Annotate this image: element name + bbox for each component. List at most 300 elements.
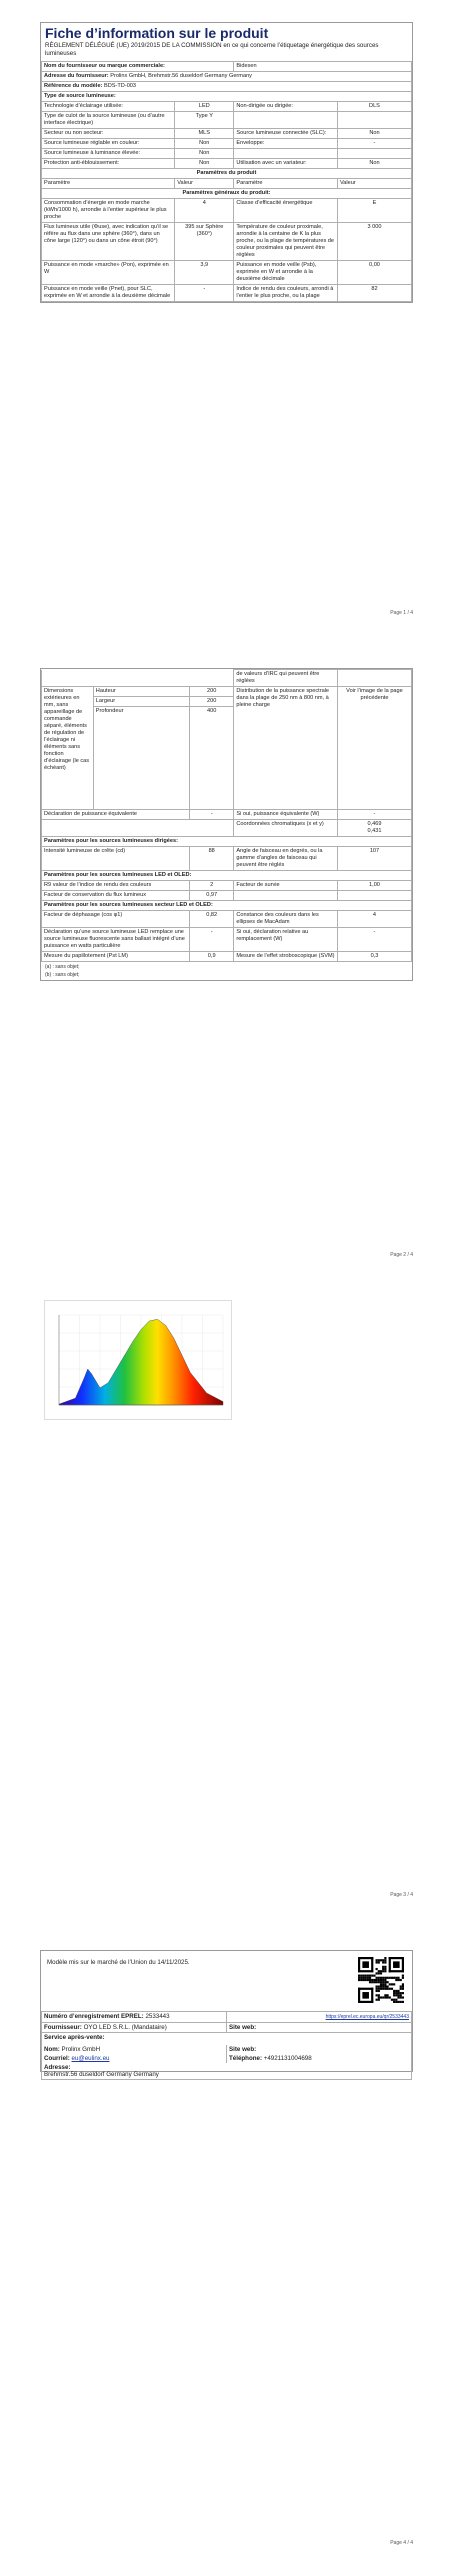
qr-module: [373, 1979, 375, 1981]
qr-module: [389, 1970, 404, 1972]
qr-module: [391, 1988, 393, 1990]
qr-module: [365, 1979, 367, 1981]
source-type-param: Source lumineuse à luminance élevée:: [42, 149, 175, 159]
supplier-value: Bidesen: [234, 62, 412, 72]
qr-module: [362, 1961, 369, 1968]
source-type-value: Non: [337, 129, 411, 139]
qr-module: [380, 1996, 382, 1998]
address-label: Adresse du fournisseur:: [44, 73, 109, 79]
qr-module: [376, 1972, 378, 1974]
qr-code-icon[interactable]: [358, 1957, 404, 2003]
qr-module: [400, 1992, 402, 1994]
general-param: Indice de rendu des couleurs, arrondi à l’entier le plus proche, ou la plage: [234, 285, 338, 302]
qr-module: [384, 1959, 386, 1961]
page-2-frame: [40, 668, 413, 981]
qr-module: [384, 1977, 386, 1979]
source-type-param: Protection anti-éblouissement:: [42, 159, 175, 169]
qr-module: [402, 1988, 404, 1990]
qr-module: [389, 1996, 391, 1998]
qr-module: [402, 1977, 404, 1979]
mains-header: Paramètres pour les sources lumineuses secteur LED et OLED:: [42, 901, 412, 911]
qr-module: [380, 1979, 382, 1981]
qr-module: [384, 1966, 386, 1968]
qr-module: [371, 1975, 373, 1977]
mains-value: 4: [337, 911, 411, 928]
qr-module: [369, 1981, 371, 1983]
qr-module: [365, 1975, 367, 1977]
spectrum-chart: [44, 1300, 232, 1420]
dim-label-width: Largeur: [93, 697, 189, 707]
qr-module: [371, 1981, 373, 1983]
qr-module: [384, 1968, 386, 1970]
qr-module: [402, 1983, 404, 1985]
source-type-param: Source lumineuse connectée (SLC):: [234, 129, 338, 139]
qr-module: [386, 1981, 388, 1983]
page-4-table: [41, 2011, 412, 2080]
general-value: 3 000: [337, 223, 411, 261]
email-label: Courriel:: [44, 2055, 70, 2062]
equiv-w-label: Si oui, puissance équivalente (W): [234, 810, 338, 820]
phone-value: +4921131004698: [263, 2055, 312, 2062]
phone-cell: [227, 2054, 412, 2063]
qr-module: [378, 1999, 380, 2001]
source-type-param: Enveloppe:: [234, 139, 338, 149]
led-oled-value: 0,97: [189, 891, 233, 901]
dim-label-depth: Profondeur: [93, 707, 189, 810]
qr-module: [393, 1961, 400, 1968]
source-type-param: Utilisation avec un variateur:: [234, 159, 338, 169]
qr-module: [382, 1983, 384, 1985]
source-type-param: Type de culot de la source lumineuse (ou d’autre interface électrique): [42, 112, 175, 129]
source-type-param: Technologie d’éclairage utilisée:: [42, 102, 175, 112]
source-type-value: Non: [175, 149, 234, 159]
qr-module: [400, 1994, 402, 1996]
col-value-2: Valeur: [337, 179, 411, 189]
general-value: E: [337, 199, 411, 223]
qr-module: [397, 1996, 399, 1998]
qr-module: [378, 1979, 380, 1981]
qr-module: [378, 1990, 380, 1992]
equiv-value: -: [189, 810, 233, 820]
qr-module: [382, 1979, 384, 1981]
name-value: Prolinx GmbH: [61, 2046, 101, 2053]
source-type-row: [42, 112, 412, 129]
general-value: 3,9: [175, 261, 234, 285]
mains-row: [42, 952, 412, 962]
qr-module: [378, 1977, 380, 1979]
chroma-label: Coordonnées chromatiques (x et y): [234, 820, 338, 837]
page-1-footer: Page 1 / 4: [390, 610, 413, 616]
qr-module: [380, 1981, 382, 1983]
supplier-cell: [42, 2023, 227, 2033]
page-4-footer: Page 4 / 4: [390, 2540, 413, 2546]
dim-value-depth: 400: [189, 707, 233, 810]
page-3-footer: Page 3 / 4: [390, 1892, 413, 1898]
qr-module: [378, 1970, 380, 1972]
spectral-label: Distribution de la puissance spectrale dans la plage de 250 nm à 800 nm, à pleine charge: [234, 687, 338, 810]
page-4-frame: [40, 1950, 413, 2078]
name-cell: [42, 2045, 227, 2054]
qr-module: [378, 1961, 380, 1963]
eprel-link[interactable]: https://eprel.ec.europa.eu/qr/2533443: [325, 2014, 409, 2020]
qr-module: [384, 1996, 386, 1998]
qr-module: [384, 1988, 386, 1990]
qr-module: [400, 1985, 402, 1987]
general-param: Température de couleur proximale, arrondie à la centaine de K la plus proche, ou la plage de températures de couleur proximales qui peuvent être réglées: [234, 223, 338, 261]
eprel-cell: [42, 2012, 227, 2023]
qr-module: [369, 1975, 371, 1977]
equiv-w-value: -: [337, 810, 411, 820]
qr-module: [380, 1972, 382, 1974]
qr-module: [393, 1999, 395, 2001]
general-row: [42, 199, 412, 223]
qr-module: [389, 1957, 404, 1959]
led-oled-param: R9 valeur de l’indice de rendu des couleurs: [42, 881, 190, 891]
qr-module: [376, 1994, 378, 1996]
directional-row: [42, 847, 412, 871]
qr-module: [382, 1977, 384, 1979]
mains-value: -: [189, 928, 233, 952]
source-type-param: Source lumineuse réglable en couleur:: [42, 139, 175, 149]
qr-module: [393, 1994, 395, 1996]
qr-module: [395, 1992, 397, 1994]
qr-module: [397, 1979, 399, 1981]
source-type-value: Non: [175, 139, 234, 149]
qr-module: [380, 1988, 382, 1990]
mains-param: Facteur de déphasage (cos φ1): [42, 911, 190, 928]
source-type-value: Non: [175, 159, 234, 169]
mains-param: Déclaration qu’une source lumineuse LED remplace une source lumineuse fluorescente sans ballast intégré d’une puissance en watts particulière: [42, 928, 190, 952]
source-type-value: MLS: [175, 129, 234, 139]
name-label: Nom:: [44, 2046, 60, 2053]
eprel-label: Numéro d’enregistrement EPREL:: [44, 2013, 144, 2020]
qr-module: [384, 1957, 386, 1959]
mains-param: Si oui, déclaration relative au remplacement (W): [234, 928, 338, 952]
qr-module: [384, 1979, 386, 1981]
service-cell: [42, 2033, 412, 2046]
qr-module: [373, 1981, 375, 1983]
led-oled-param: [234, 891, 338, 901]
qr-module: [358, 1957, 360, 1972]
col-param-1: Paramètre: [42, 179, 175, 189]
p4-address-label: Adresse:: [44, 2064, 71, 2071]
p4-supplier-label: Fournisseur:: [44, 2024, 82, 2031]
model-label: Référence du modèle:: [44, 83, 103, 89]
qr-module: [376, 1961, 378, 1963]
source-type-value: Non: [337, 159, 411, 169]
source-type-value: LED: [175, 102, 234, 112]
directional-header: Paramètres pour les sources lumineuses dirigées:: [42, 837, 412, 847]
qr-module: [380, 1970, 382, 1972]
qr-module: [397, 1994, 399, 1996]
email-link[interactable]: eu@eulinx.eu: [71, 2055, 110, 2062]
model-row: [42, 82, 412, 92]
qr-module: [371, 1988, 373, 2003]
address-value: Prolinx GmbH, Brehmstr.56 duseldorf Germany Germany: [110, 73, 252, 79]
qr-module: [395, 1979, 397, 1981]
source-type-param: Non-dirigée ou dirigée:: [234, 102, 338, 112]
qr-module: [376, 1988, 378, 1990]
dim-label-height: Hauteur: [93, 687, 189, 697]
qr-module: [378, 1996, 380, 1998]
qr-module: [369, 1979, 371, 1981]
qr-module: [389, 1988, 391, 1990]
qr-module: [367, 1975, 369, 1977]
mains-value: -: [337, 928, 411, 952]
qr-module: [386, 1985, 388, 1987]
led-oled-row: [42, 891, 412, 901]
qr-module: [378, 1981, 380, 1983]
led-oled-header: Paramètres pour les sources lumineuses LED et OLED:: [42, 871, 412, 881]
qr-module: [389, 1977, 391, 1979]
qr-module: [373, 1975, 375, 1977]
qr-module: [384, 1983, 386, 1985]
general-row: [42, 223, 412, 261]
source-type-param: [234, 149, 338, 159]
qr-module: [384, 1970, 386, 1972]
source-type-value: [337, 112, 411, 129]
general-param: Classe d’efficacité énergétique: [234, 199, 338, 223]
qr-module: [384, 1961, 386, 1963]
source-type-param: Secteur ou non secteur:: [42, 129, 175, 139]
general-param: Puissance en mode «marche» (Pon), exprimée en W: [42, 261, 175, 285]
qr-module: [397, 1990, 399, 1992]
general-value: 4: [175, 199, 234, 223]
chroma-blank: [42, 820, 234, 837]
source-type-row: [42, 139, 412, 149]
spectrum-svg: [45, 1301, 231, 1419]
service-header: Service après-vente:: [44, 2034, 105, 2041]
qr-module: [393, 1983, 395, 1985]
led-oled-row: [42, 881, 412, 891]
qr-module: [397, 1977, 399, 1979]
qr-module: [393, 1977, 395, 1979]
qr-module: [362, 1975, 364, 1977]
qr-module: [378, 1959, 380, 1961]
source-type-param: [234, 112, 338, 129]
led-oled-param: Facteur de conservation du flux lumineux: [42, 891, 190, 901]
mains-rows: [42, 911, 412, 962]
source-type-row: [42, 102, 412, 112]
chroma-y: 0,431: [367, 828, 382, 834]
led-oled-rows: [42, 881, 412, 901]
eprel-value: 2533443: [145, 2013, 170, 2020]
qr-module: [358, 1970, 373, 1972]
source-type-row: [42, 149, 412, 159]
led-oled-value: 2: [189, 881, 233, 891]
qr-module: [365, 1977, 367, 1979]
qr-module: [395, 1990, 397, 1992]
qr-module: [382, 1966, 384, 1968]
qr-module: [380, 1983, 382, 1985]
general-rows: [42, 199, 412, 302]
product-info-table: [41, 61, 412, 302]
qr-module: [378, 1994, 380, 1996]
qr-module: [395, 1999, 397, 2001]
qr-module: [395, 2001, 397, 2003]
qr-module: [397, 1992, 399, 1994]
qr-module: [360, 1975, 362, 1977]
qr-module: [402, 1957, 404, 1972]
chroma-x: 0,469: [367, 821, 382, 827]
qr-module: [378, 1988, 380, 1990]
page-2-table: [41, 669, 412, 962]
page-2-footer: Page 2 / 4: [390, 1252, 413, 1258]
p4-address-cell: [42, 2063, 412, 2080]
spectrum-area: [59, 1319, 223, 1405]
directional-rows: [42, 847, 412, 871]
qr-module: [402, 2001, 404, 2003]
general-row: [42, 285, 412, 302]
general-param: Flux lumineux utile (Φuse), avec indication qu’il se réfère au flux dans une sphère (360°), dans un cône large (120°) ou dans un cône étroit (90°): [42, 223, 175, 261]
qr-module: [391, 1983, 393, 1985]
qr-module: [400, 1988, 402, 1990]
p4-address-value: Brehmstr.56 duseldorf Germany Germany: [44, 2071, 159, 2078]
qr-module: [391, 1977, 393, 1979]
qr-module: [358, 1988, 360, 2003]
general-row: [42, 261, 412, 285]
qr-module: [358, 1975, 360, 1977]
qr-module: [380, 1959, 382, 1961]
qr-module: [367, 1979, 369, 1981]
qr-module: [389, 1983, 391, 1985]
cri-tail-left: [42, 670, 234, 687]
product-params-header: Paramètres du produit: [42, 169, 412, 179]
source-type-value: [337, 149, 411, 159]
mains-row: [42, 928, 412, 952]
qr-module: [380, 1985, 382, 1987]
mains-value: 0,9: [189, 952, 233, 962]
qr-module: [376, 1968, 378, 1970]
qr-module: [382, 1959, 384, 1961]
regulation-text: RÈGLEMENT DÉLÉGUÉ (UE) 2019/2015 DE LA COMMISSION en ce qui concerne l’étiquetage énergétique des sources lumineuses: [45, 42, 379, 57]
qr-module: [382, 1968, 384, 1970]
email-cell: [42, 2054, 227, 2063]
directional-value: 88: [189, 847, 233, 871]
general-value: 395 sur Sphère (360°): [175, 223, 234, 261]
qr-module: [371, 1957, 373, 1972]
qr-module: [402, 1992, 404, 1994]
qr-module: [376, 1999, 378, 2001]
qr-module: [358, 1957, 373, 1959]
col-value-1: Valeur: [175, 179, 234, 189]
source-type-value: -: [337, 139, 411, 149]
qr-module: [358, 1979, 360, 1981]
phone-label: Téléphone:: [229, 2055, 263, 2062]
cri-tail-right: [337, 670, 411, 687]
qr-module: [400, 2001, 402, 2003]
website-label: Site web:: [227, 2023, 412, 2033]
market-date: Modèle mis sur le marché de l’Union du 14/11/2025.: [47, 1959, 190, 1966]
qr-module: [391, 1999, 393, 2001]
qr-module: [376, 1985, 378, 1987]
qr-module: [367, 1977, 369, 1979]
led-oled-value: [337, 891, 411, 901]
website2-label: Site web:: [227, 2045, 412, 2054]
source-type-header: Type de source lumineuse:: [42, 92, 412, 102]
qr-module: [378, 1985, 380, 1987]
qr-module: [362, 1977, 364, 1979]
qr-module: [384, 1994, 386, 1996]
qr-module: [376, 1990, 378, 1992]
doc-title: Fiche d’information sur le produit: [45, 25, 269, 41]
qr-module: [378, 1972, 380, 1974]
eprel-link-cell: [227, 2012, 412, 2023]
qr-module: [395, 1977, 397, 1979]
supplier-label: Nom du fournisseur ou marque commerciale:: [42, 62, 234, 72]
qr-module: [386, 1996, 388, 1998]
cri-tail: de valeurs d’IRC qui peuvent être réglées: [234, 670, 338, 687]
general-header: Paramètres généraux du produit:: [42, 189, 412, 199]
qr-module: [382, 1961, 384, 1963]
led-oled-param: Facteur de survie: [234, 881, 338, 891]
qr-module: [384, 1981, 386, 1983]
qr-module: [389, 1957, 391, 1972]
qr-module: [376, 1981, 378, 1983]
address-row: [42, 72, 412, 82]
qr-module: [393, 2001, 395, 2003]
mains-value: 0,3: [337, 952, 411, 962]
note-b: (b) : sans objet;: [45, 972, 80, 978]
mains-value: 0,82: [189, 911, 233, 928]
qr-module: [360, 1977, 362, 1979]
mains-param: Mesure du papillotement (Pst LM): [42, 952, 190, 962]
qr-module: [386, 1994, 388, 1996]
qr-module: [371, 1979, 373, 1981]
qr-module: [402, 1985, 404, 1987]
mains-row: [42, 911, 412, 928]
directional-value: 107: [337, 847, 411, 871]
qr-module: [393, 1992, 395, 1994]
qr-module: [382, 1988, 384, 1990]
general-value: -: [175, 285, 234, 302]
qr-module: [358, 1977, 360, 1979]
qr-module: [384, 1985, 386, 1987]
mains-param: Mesure de l’effet stroboscopique (SVM): [234, 952, 338, 962]
mains-param: Constance des couleurs dans les ellipses de MacAdam: [234, 911, 338, 928]
qr-module: [376, 1977, 378, 1979]
qr-module: [382, 1981, 384, 1983]
spectral-value: Voir l’image de la page précédente: [337, 687, 411, 810]
source-type-row: [42, 129, 412, 139]
qr-module: [358, 2001, 373, 2003]
qr-module: [395, 1994, 397, 1996]
general-value: 82: [337, 285, 411, 302]
directional-param: Intensité lumineuse de crête (cd): [42, 847, 190, 871]
qr-module: [402, 1975, 404, 1977]
note-a: (a) : sans objet;: [45, 964, 80, 970]
qr-module: [382, 1985, 384, 1987]
qr-module: [382, 1970, 384, 1972]
source-type-row: [42, 159, 412, 169]
source-type-value: DLS: [337, 102, 411, 112]
chroma-values: [337, 820, 411, 837]
source-type-value: Type Y: [175, 112, 234, 129]
qr-module: [362, 1979, 364, 1981]
led-oled-value: 1,00: [337, 881, 411, 891]
qr-module: [393, 1990, 395, 1992]
qr-module: [360, 1979, 362, 1981]
qr-module: [402, 1996, 404, 1998]
qr-module: [386, 1988, 388, 1990]
qr-module: [376, 1979, 378, 1981]
general-param: Puissance en mode veille (Pnet), pour SLC, exprimée en W et arrondie à la deuxième décimale: [42, 285, 175, 302]
source-type-rows: [42, 102, 412, 169]
page-1-frame: [40, 22, 413, 303]
p4-supplier-value: OYO LED S.R.L. (Mandataire): [83, 2024, 167, 2031]
qr-module: [358, 1988, 373, 1990]
qr-module: [380, 1977, 382, 1979]
